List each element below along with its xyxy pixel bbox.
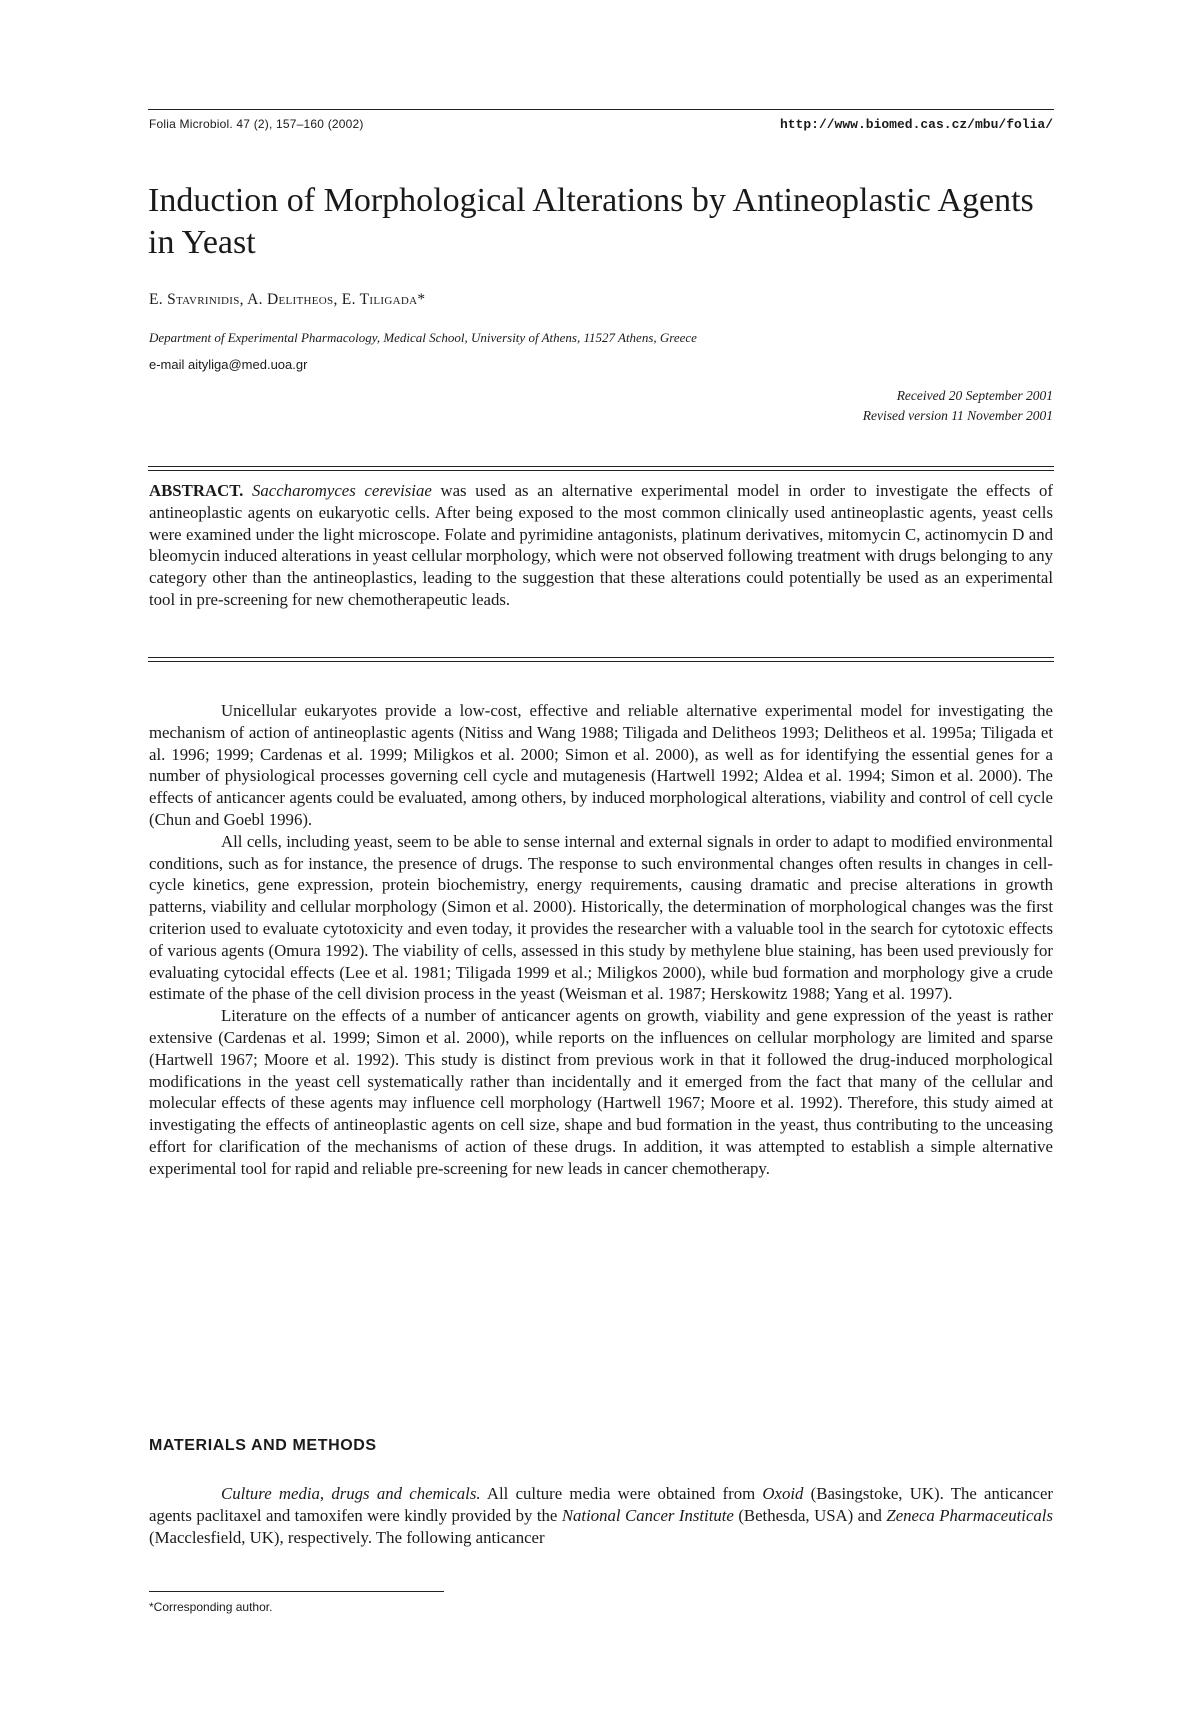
revised-date: Revised version 11 November 2001 — [862, 408, 1053, 423]
affiliation: Department of Experimental Pharmacology, Medical School, University of Athens, 11527 Athens, Greece — [149, 330, 697, 345]
supplier-nci: National Cancer Institute — [561, 1505, 734, 1525]
abstract-bottom-rule — [148, 657, 1054, 662]
section-heading: MATERIALS AND METHODS — [149, 1437, 377, 1454]
journal-url-link[interactable]: http://www.biomed.cas.cz/mbu/folia/ — [779, 117, 1053, 132]
footnote: *Corresponding author. — [149, 1600, 273, 1614]
methods-text-d: (Macclesfield, UK), respectively. The following anticancer — [149, 1527, 545, 1547]
received-date: Received 20 September 2001 — [896, 388, 1053, 403]
submission-dates — [863, 386, 1053, 426]
supplier-oxoid: Oxoid — [762, 1484, 804, 1503]
methods-paragraph — [149, 1483, 1053, 1548]
footnote-rule — [149, 1591, 444, 1592]
methods-text-b: (Basingstoke, UK). The anticancer agents paclitaxel and tamoxifen were kindly provided by the — [149, 1484, 1053, 1525]
intro-paragraph-2: All cells, including yeast, seem to be able to sense internal and external signals in order to adapt to modified environmental conditions, such as for instance, the presence of drugs. The response to such environmental changes often results in changes in cell-cycle kinetics, gene expression, protein biochemistry, energy requirements, causing dramatic and precise alterations in growth patterns, viability and cellular morphology (Simon et al. 2000). Historically, the determination of morphological changes was the first criterion used to evaluate cytotoxicity and even today, it provides the researcher with a valuable tool in the search for cytotoxic effects of various agents (Omura 1992). The viability of cells, assessed in this study by methylene blue staining, has been used previously for evaluating cytocidal effects (Lee et al. 1981; Tiligada 1999 et al.; Miligkos 2000), while bud formation and morphology give a crude estimate of the phase of the cell division process in the yeast (Weisman et al. 1987; Herskowitz 1988; Yang et al. 1997). — [149, 831, 1053, 1004]
abstract-text: was used as an alternative experimental model in order to investigate the effects of antineoplastic agents on eukaryotic cells. After being exposed to the most common clinically used antineoplastic agents, yeast cells were examined under the light microscope. Folate and pyrimidine antagonists, platinum derivatives, mitomycin C, actinomycin D and bleomycin induced alterations in yeast cellular morphology, which were not observed following treatment with drugs belonging to any category other than the antineoplastics, leading to the suggestion that these alterations could potentially be used as an experimental tool in pre-screening for new chemotherapeutic leads. — [149, 481, 1053, 609]
supplier-zeneca: Zeneca Pharmaceuticals — [886, 1505, 1053, 1525]
abstract-organism: Saccharomyces cerevisiae — [252, 481, 432, 500]
intro-paragraph-1: Unicellular eukaryotes provide a low-cost, effective and reliable alternative experimental model for investigating the mechanism of action of antineoplastic agents (Nitiss and Wang 1988; Tiligada and Delitheos 1993; Delitheos et al. 1995a; Tiligada et al. 1996; 1999; Cardenas et al. 1999; Miligkos et al. 2000; Simon et al. 2000), as well as for identifying the essential genes for a number of physiological processes governing cell cycle and mutagenesis (Hartwell 1992; Aldea et al. 1994; Simon et al. 2000). The effects of anticancer agents could be evaluated, among others, by induced morphological alterations, viability and control of cell cycle (Chun and Goebl 1996). — [149, 701, 1053, 829]
header-rule — [148, 109, 1054, 110]
journal-citation: Folia Microbiol. 47 (2), 157–160 (2002) — [149, 117, 364, 131]
intro-paragraph-3: Literature on the effects of a number of anticancer agents on growth, viability and gene expression of the yeast is rather extensive (Cardenas et al. 1999; Simon et al. 2000), while reports on the influences on cellular morphology are limited and sparse (Hartwell 1967; Moore et al. 1992). This study is distinct from previous work in that it followed the drug-induced morphological modifications in the yeast cell systematically rather than incidentally and it emerged from the fact that many of the cellular and molecular effects of these agents may influence cell morphology (Hartwell 1967; Moore et al. 1992). Therefore, this study aimed at investigating the effects of antineoplastic agents on cell size, shape and bud formation in the yeast, thus contributing to the unceasing effort for clarification of the mechanisms of action of these drugs. In addition, it was attempted to establish a simple alternative experimental tool for rapid and reliable pre-screening for new leads in cancer chemotherapy. — [149, 1006, 1053, 1178]
methods-subheading: Culture media, drugs and chemicals. — [221, 1484, 481, 1503]
running-header — [149, 117, 1053, 132]
methods-text-a: All culture media were obtained from — [480, 1484, 763, 1503]
abstract — [149, 480, 1053, 611]
abstract-label: ABSTRACT. — [149, 481, 244, 500]
abstract-top-rule — [148, 466, 1054, 471]
contact-email[interactable]: e-mail aityliga@med.uoa.gr — [149, 357, 308, 372]
article-title: Induction of Morphological Alterations by Antineoplastic Agents in Yeast — [148, 182, 1034, 261]
introduction — [149, 700, 1053, 1180]
author-list — [149, 291, 425, 309]
authors-text: E. Stavrinidis, A. Delitheos, E. Tiligada* — [149, 291, 426, 308]
methods-text-c: (Bethesda, USA) and — [733, 1505, 887, 1525]
